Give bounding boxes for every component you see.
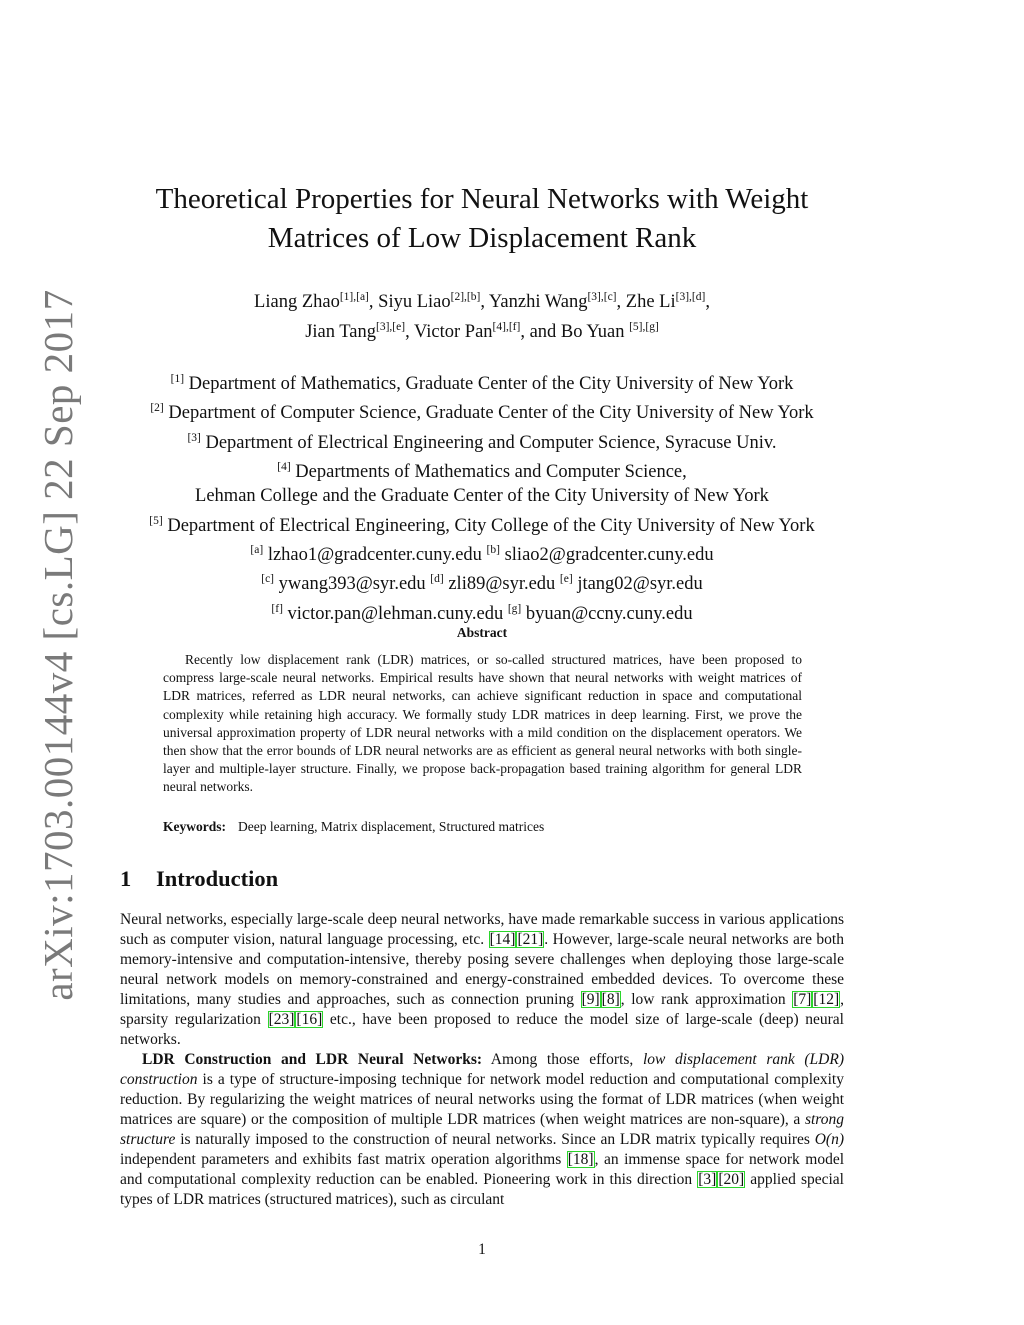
- author-marks: [5],[g]: [629, 321, 659, 334]
- author-marks: [4],[f]: [492, 321, 521, 334]
- citation-link[interactable]: [16]: [296, 1011, 323, 1028]
- paragraph-lead: LDR Construction and LDR Neural Networks:: [142, 1051, 483, 1068]
- author-line-2: Jian Tang[3],[e], Victor Pan[4],[f], and Bo Yuan [5],[g]: [305, 321, 659, 343]
- author-name: Zhe Li: [625, 292, 676, 313]
- citation-link[interactable]: [18]: [567, 1151, 594, 1168]
- author-marks: [3],[c]: [587, 291, 617, 303]
- affiliation-line: [1] Department of Mathematics, Graduate Center of the City University of New York: [170, 373, 794, 395]
- affiliation-line: [4] Departments of Mathematics and Computer Science,: [277, 461, 687, 483]
- author-name: Bo Yuan: [560, 322, 630, 343]
- math-expression: O(n): [814, 1131, 844, 1148]
- citation-link[interactable]: [9]: [581, 991, 600, 1008]
- email-address: victor.pan@lehman.cuny.edu: [282, 603, 508, 624]
- title-line-2: Matrices of Low Displacement Rank: [267, 222, 697, 254]
- author-name: Victor Pan: [414, 322, 493, 343]
- email-line: [a] lzhao1@gradcenter.cuny.edu [b] sliao2@gradcenter.cuny.edu: [250, 544, 714, 566]
- author-marks: [2],[b]: [450, 291, 481, 303]
- email-address: byuan@ccny.cuny.edu: [521, 603, 693, 624]
- email-address: sliao2@gradcenter.cuny.edu: [499, 545, 714, 566]
- citation-link[interactable]: [23]: [268, 1011, 295, 1028]
- keywords: [163, 819, 544, 835]
- intro-body: [120, 910, 844, 1210]
- author-name: Yanzhi Wang: [488, 292, 588, 313]
- citation-link[interactable]: [21]: [517, 931, 544, 948]
- email-address: zli89@syr.edu: [443, 574, 560, 595]
- email-address: ywang393@syr.edu: [274, 574, 431, 595]
- paper-title: [0, 180, 964, 258]
- citation-link[interactable]: [3]: [698, 1171, 717, 1188]
- citation-link[interactable]: [7]: [793, 991, 812, 1008]
- citation-link[interactable]: [20]: [718, 1171, 745, 1188]
- page-number: 1: [478, 1241, 486, 1258]
- affiliation-list: [0, 367, 964, 626]
- author-line-1: Liang Zhao[1],[a], Siyu Liao[2],[b], Yanzhi Wang[3],[c], Zhe Li[3],[d],: [254, 291, 710, 313]
- keywords-text: Deep learning, Matrix displacement, Structured matrices: [238, 819, 545, 834]
- author-name: Liang Zhao: [254, 292, 340, 313]
- affiliation-line: [2] Department of Computer Science, Graduate Center of the City University of New York: [150, 402, 814, 424]
- email-address: lzhao1@gradcenter.cuny.edu: [263, 545, 487, 566]
- abstract-heading: Abstract: [456, 625, 508, 640]
- email-line: [f] victor.pan@lehman.cuny.edu [g] byuan@ccny.cuny.edu: [271, 602, 693, 624]
- email-line: [c] ywang393@syr.edu [d] zli89@syr.edu [e] jtang02@syr.edu: [261, 573, 703, 595]
- citation-link[interactable]: [8]: [601, 991, 620, 1008]
- citation-link[interactable]: [12]: [813, 991, 840, 1008]
- citation-link[interactable]: [14]: [489, 931, 516, 948]
- section-title: Introduction: [156, 866, 279, 891]
- affiliation-line: Lehman College and the Graduate Center of the City University of New York: [195, 486, 769, 507]
- arxiv-identifier: arXiv:1703.00144v4 [cs.LG] 22 Sep 2017: [35, 289, 81, 1001]
- title-line-1: Theoretical Properties for Neural Networks with Weight: [155, 183, 809, 215]
- paragraph: LDR Construction and LDR Neural Networks: Among those efforts, low displacement rank (LDR) construction is a type of structure-imposing technique for network model reduction and computational complexity reduction. By regularizing the weight matrices of neural networks using the format of LDR matrices (when weight matrices are square) or the composition of multiple LDR matrices (when weight matrices are non-square), a strong structure is naturally imposed to the construction of neural networks. Since an LDR matrix typically requires O(n) independent parameters and exhibits fast matrix operation algorithms [18], an immense space for network model and computational complexity reduction can be enabled. Pioneering work in this direction [3] [20] applied special types of LDR matrices (structured matrices), such as circulant: [120, 1051, 844, 1208]
- author-name: Siyu Liao: [378, 292, 451, 313]
- affiliation-line: [5] Department of Electrical Engineering, City College of the City University of New York: [149, 514, 815, 536]
- section-heading: [120, 866, 278, 892]
- author-marks: [3],[d]: [675, 291, 706, 303]
- keywords-label: Keywords:: [163, 819, 226, 834]
- author-name: Jian Tang: [305, 322, 377, 343]
- email-address: jtang02@syr.edu: [572, 574, 703, 595]
- abstract-text: Recently low displacement rank (LDR) matrices, or so-called structured matrices, have been proposed to compress large-scale neural networks. Empirical results have shown that neural networks with weight matrices of LDR matrices, referred as LDR neural networks, can achieve significant reduction in space and computational complexity while retaining high accuracy. We formally study LDR matrices in deep learning. First, we prove the universal approximation property of LDR neural networks with a mild condition on the displacement operators. We then show that the error bounds of LDR neural networks are as efficient as general neural networks with both single-layer and multiple-layer structure. Finally, we propose back-propagation based training algorithm for general LDR neural networks.: [163, 652, 802, 795]
- author-marks: [3],[e]: [376, 321, 406, 334]
- author-marks: [1],[a]: [339, 291, 369, 303]
- abstract-body: [163, 651, 802, 797]
- paragraph: Neural networks, especially large-scale deep neural networks, have made remarkable success in various applications such as computer vision, natural language processing, etc. [14] [21]. However, large-scale neural networks are both memory-intensive and computation-intensive, thereby posing severe challenges when deploying those large-scale neural network models on memory-constrained and energy-constrained embedded devices. To overcome these limitations, many studies and approaches, such as connection pruning [9] [8], low rank approximation [7] [12], sparsity regularization [23] [16] etc., have been proposed to reduce the model size of large-scale (deep) neural networks.: [120, 911, 844, 1048]
- author-list: [0, 285, 964, 345]
- section-number: 1: [120, 866, 132, 891]
- affiliation-line: [3] Department of Electrical Engineering and Computer Science, Syracuse Univ.: [187, 431, 777, 453]
